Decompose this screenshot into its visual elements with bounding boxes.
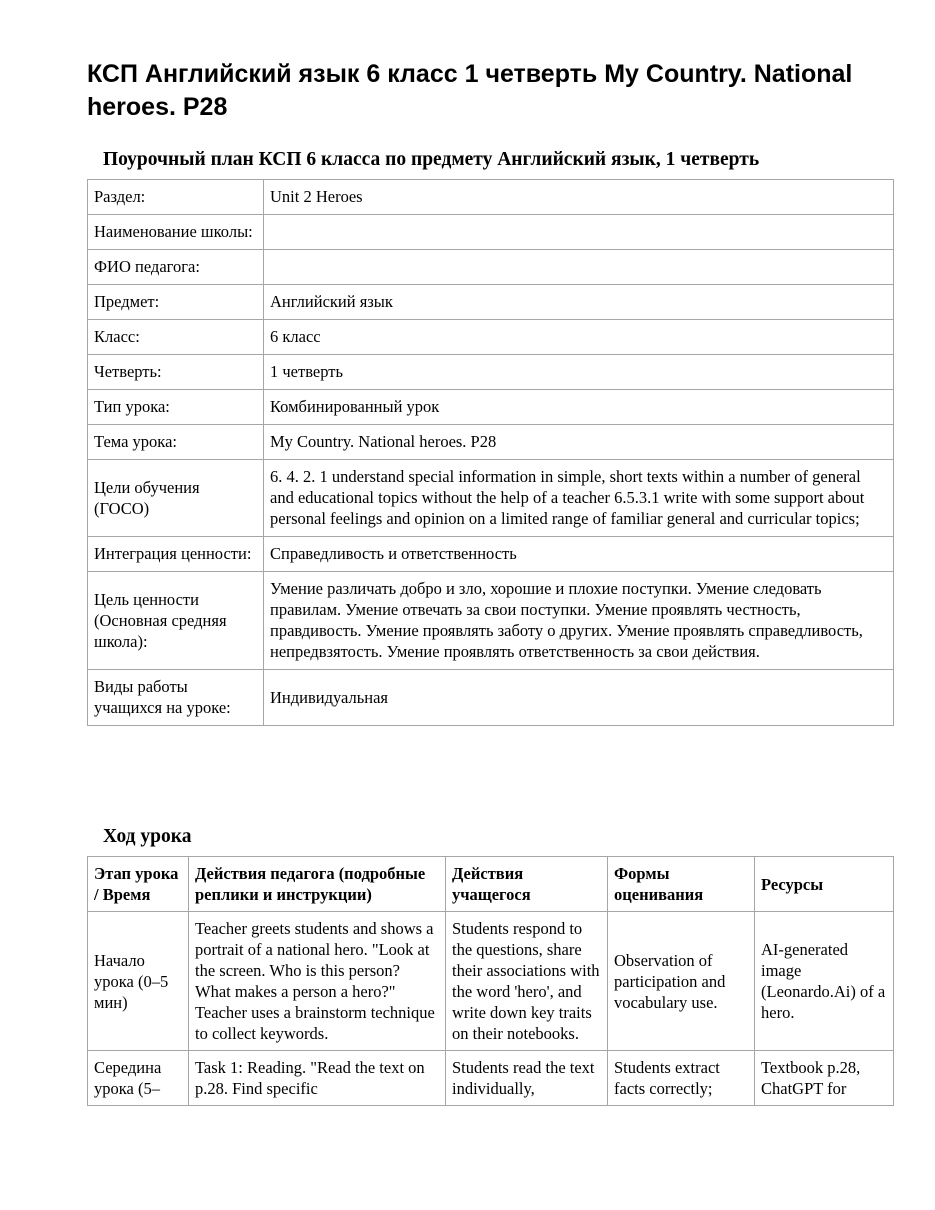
info-row-subject	[88, 285, 894, 320]
lesson-course-table	[87, 856, 894, 1106]
info-label: Класс:	[88, 320, 264, 355]
info-label: Тип урока:	[88, 390, 264, 425]
column-header: Формы оценивания	[608, 857, 755, 912]
table-row	[88, 912, 894, 1051]
info-label: ФИО педагога:	[88, 250, 264, 285]
info-label: Интеграция ценности:	[88, 537, 264, 572]
info-value: Английский язык	[264, 285, 894, 320]
document-page	[87, 58, 893, 1098]
course-header-row	[88, 857, 894, 912]
info-row-school	[88, 215, 894, 250]
info-value: 6 класс	[264, 320, 894, 355]
info-value: 6. 4. 2. 1 understand special information in simple, short texts within a number of general and educational topics without the help of a teacher 6.5.3.1 write with some support about personal feelings and opinion on a limited range of familiar general and curricular topics;	[264, 460, 894, 537]
course-heading: Ход урока	[103, 826, 192, 847]
table-cell: Students read the text individually,	[446, 1051, 608, 1106]
info-value: Справедливость и ответственность	[264, 537, 894, 572]
table-cell: Середина урока (5–	[88, 1051, 189, 1106]
info-row-topic	[88, 425, 894, 460]
info-label: Виды работы учащихся на уроке:	[88, 670, 264, 726]
table-cell: Task 1: Reading. "Read the text on p.28. Find specific	[189, 1051, 446, 1106]
info-value	[264, 215, 894, 250]
info-row-lesson-type	[88, 390, 894, 425]
lesson-info-table	[87, 179, 894, 726]
column-header: Ресурсы	[755, 857, 894, 912]
column-header: Действия учащегося	[446, 857, 608, 912]
table-cell: Textbook p.28, ChatGPT for	[755, 1051, 894, 1106]
info-label: Четверть:	[88, 355, 264, 390]
info-label: Цели обучения (ГОСО)	[88, 460, 264, 537]
table-cell: AI-generated image (Leonardo.Ai) of a hero.	[755, 912, 894, 1051]
table-cell: Начало урока (0–5 мин)	[88, 912, 189, 1051]
document-title: КСП Английский язык 6 класс 1 четверть My Country. National heroes. P28	[87, 60, 853, 121]
table-cell: Students extract facts correctly;	[608, 1051, 755, 1106]
column-header: Действия педагога (подробные реплики и инструкции)	[189, 857, 446, 912]
table-row	[88, 1051, 894, 1106]
info-row-quarter	[88, 355, 894, 390]
info-label: Предмет:	[88, 285, 264, 320]
info-label: Тема урока:	[88, 425, 264, 460]
table-cell: Students respond to the questions, share their associations with the word 'hero', and write down key traits on their notebooks.	[446, 912, 608, 1051]
info-value: Умение различать добро и зло, хорошие и плохие поступки. Умение следовать правилам. Умение отвечать за свои поступки. Умение проявлять честность, правдивость. Умение проявлять заботу о других. Умение проявлять справедливость, непредвзятость. Умение проявлять ответственность за свои действия.	[264, 572, 894, 670]
info-value: My Country. National heroes. P28	[264, 425, 894, 460]
column-header: Этап урока / Время	[88, 857, 189, 912]
info-label: Цель ценности (Основная средняя школа):	[88, 572, 264, 670]
info-value: Индивидуальная	[264, 670, 894, 726]
info-value	[264, 250, 894, 285]
info-row-work-types	[88, 670, 894, 726]
info-value: Комбинированный урок	[264, 390, 894, 425]
info-value: Unit 2 Heroes	[264, 180, 894, 215]
info-row-values	[88, 537, 894, 572]
info-row-teacher	[88, 250, 894, 285]
table-cell: Observation of participation and vocabulary use.	[608, 912, 755, 1051]
info-row-grade	[88, 320, 894, 355]
info-label: Раздел:	[88, 180, 264, 215]
info-row-value-goal	[88, 572, 894, 670]
info-value: 1 четверть	[264, 355, 894, 390]
info-row-section	[88, 180, 894, 215]
info-row-objectives	[88, 460, 894, 537]
table-cell: Teacher greets students and shows a portrait of a national hero. "Look at the screen. Who is this person? What makes a person a hero?" Teacher uses a brainstorm technique to collect keywords.	[189, 912, 446, 1051]
plan-heading: Поурочный план КСП 6 класса по предмету Английский язык, 1 четверть	[103, 149, 760, 170]
info-label: Наименование школы:	[88, 215, 264, 250]
